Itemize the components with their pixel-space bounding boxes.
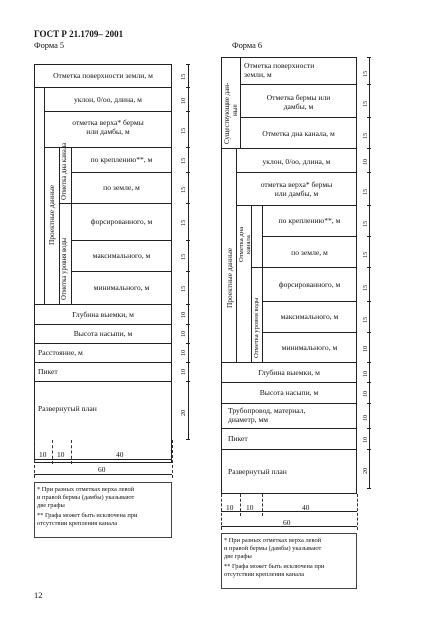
f6-dim-10: 10 [362, 345, 369, 352]
f6-row-ground-1: Отметка поверхности [244, 61, 315, 70]
f5-row-ground: Отметка поверхности земли, м [53, 71, 153, 80]
f6-dim-6: 15 [362, 220, 369, 227]
f5-row-cut-depth: Глубина выемки, м [72, 310, 134, 319]
f6-dim-3: 15 [362, 132, 369, 139]
f5-dim-bottom-b: 10 [57, 450, 65, 459]
f6-dim-14: 10 [362, 436, 369, 443]
f5-note-3: две графы [37, 502, 65, 509]
f6-row-pipeline-1: Трубопровод, материал, [228, 406, 306, 415]
f5-dim-bottom-c: 40 [116, 450, 124, 459]
f5-dim-3: 15 [180, 127, 187, 134]
f6-dim-2: 15 [362, 100, 369, 107]
f5-dim-7: 15 [180, 253, 187, 260]
f5-note-4: ** Графа может быть исключена при [37, 512, 138, 519]
f6-dim-4: 10 [362, 158, 369, 165]
f6-dim-8: 15 [362, 284, 369, 291]
f6-dim-12: 10 [362, 390, 369, 397]
f6-vert-design: Проектные данные [225, 247, 234, 308]
f6-row-forced: форсированного, м [278, 280, 341, 289]
f5-row-berm-1: отметка верха* бермы [72, 118, 144, 127]
f5-dim-2: 10 [180, 97, 187, 104]
f5-row-canal-ground: по земле, м [103, 183, 140, 192]
f5-row-canal-fixed: по креплению**, м [90, 155, 153, 164]
f6-dim-1: 15 [362, 70, 369, 77]
f5-row-minimum: минимального, м [93, 283, 150, 292]
f6-dim-11: 10 [362, 370, 369, 377]
f6-dim-9: 15 [362, 316, 369, 323]
f5-dim-bottom-a: 10 [39, 450, 47, 459]
f6-row-slope: уклон, 0/оо, длина, м [262, 157, 331, 166]
f6-row-maximum: максимального, м [280, 312, 339, 321]
f5-row-distance: Расстояние, м [38, 348, 83, 357]
f5-dim-9: 10 [180, 311, 187, 318]
f6-note-2: и правой бермы (дамбы) указывают [224, 545, 322, 552]
f6-note-3: две графы [224, 553, 252, 560]
f5-dim-bottom-total: 60 [98, 465, 106, 474]
f5-dim-13: 20 [180, 409, 187, 416]
f5-dim-6: 15 [180, 219, 187, 226]
f6-row-fill-height: Высота насыпи, м [259, 388, 319, 397]
f6-row-pipeline-2: диаметр, мм [228, 415, 269, 424]
form6-title: Форма 6 [232, 41, 263, 50]
f6-row-berm-2: дамбы, м [283, 102, 314, 111]
form5-title: Форма 5 [34, 41, 65, 50]
f6-row-picket: Пикет [228, 434, 248, 443]
f6-dim-15: 20 [362, 467, 369, 474]
f6-vert-water-level: Отметка уровня воды [253, 297, 260, 358]
f5-vert-water-level: Отметка уровня воды [61, 237, 68, 300]
standard-title: ГОСТ Р 21.1709– 2001 [34, 29, 124, 39]
f5-dim-4: 15 [180, 157, 187, 164]
f5-note-5: отсутствии крепления канала [37, 520, 118, 527]
f6-row-canal-fixed: по креплению**, м [278, 216, 341, 225]
f5-note-2: и правой бермы (дамбы) указывают [37, 494, 135, 501]
f5-row-forced: форсированного, м [90, 217, 153, 226]
f5-dim-10: 10 [180, 330, 187, 337]
f6-dim-13: 10 [362, 414, 369, 421]
f6-dim-bottom-total: 60 [283, 518, 291, 527]
f6-row-ground-2: земли, м [244, 70, 272, 79]
f5-dim-5: 15 [180, 186, 187, 193]
f5-row-maximum: максимального, м [92, 251, 151, 260]
f5-vert-design: Проектные данные [47, 184, 56, 245]
f5-vert-canal-bottom: Отметка дна канала [61, 142, 68, 200]
page-number: 12 [34, 591, 43, 600]
f5-row-fill-height: Высота насыпи, м [73, 329, 133, 338]
f6-row-berm-top-1: отметка верха* бермы [260, 180, 333, 189]
f6-dim-5: 15 [362, 188, 369, 195]
f5-note-1: * При разных отметках верха левой [37, 486, 135, 493]
f6-vert-existing-1: Существующие дан- [223, 82, 231, 144]
f5-dim-11: 10 [180, 349, 187, 356]
f5-dim-1: 15 [180, 73, 187, 80]
f5-dim-12: 10 [180, 368, 187, 375]
f6-note-1: * При разных отметках верха левой [224, 537, 322, 544]
f6-row-canal-ground: по земле, м [291, 248, 328, 257]
f6-note-5: отсутствии крепления канала [224, 571, 305, 578]
f6-row-canal-bottom: Отметка дна канала, м [262, 129, 335, 138]
f5-dim-8: 15 [180, 285, 187, 292]
f6-row-berm-1: Отметка бермы или [266, 93, 331, 102]
f5-row-plan: Развернутый план [38, 404, 97, 413]
f6-row-berm-top-2: или дамбы, м [274, 189, 319, 198]
f5-row-berm-2: или дамбы, м [86, 127, 130, 136]
f6-vert-canal-bottom-2: канала [245, 235, 252, 254]
f6-vert-canal-bottom-1: Отметка дна [238, 226, 245, 262]
f5-row-picket: Пикет [38, 367, 58, 376]
f6-dim-bottom-a: 10 [226, 503, 234, 512]
f6-row-cut-depth: Глубина выемки, м [258, 368, 320, 377]
f6-dim-bottom-b: 10 [246, 503, 254, 512]
f6-note-4: ** Графа может быть исключена при [224, 563, 325, 570]
f6-row-minimum: минимального, м [281, 343, 338, 352]
f6-dim-bottom-c: 40 [302, 503, 310, 512]
f5-row-slope: уклон, 0/оо, длина, м [74, 95, 142, 104]
f6-dim-7: 15 [362, 251, 369, 258]
f6-vert-existing-2: ные [231, 104, 239, 116]
f6-row-plan: Развернутый план [228, 467, 287, 476]
